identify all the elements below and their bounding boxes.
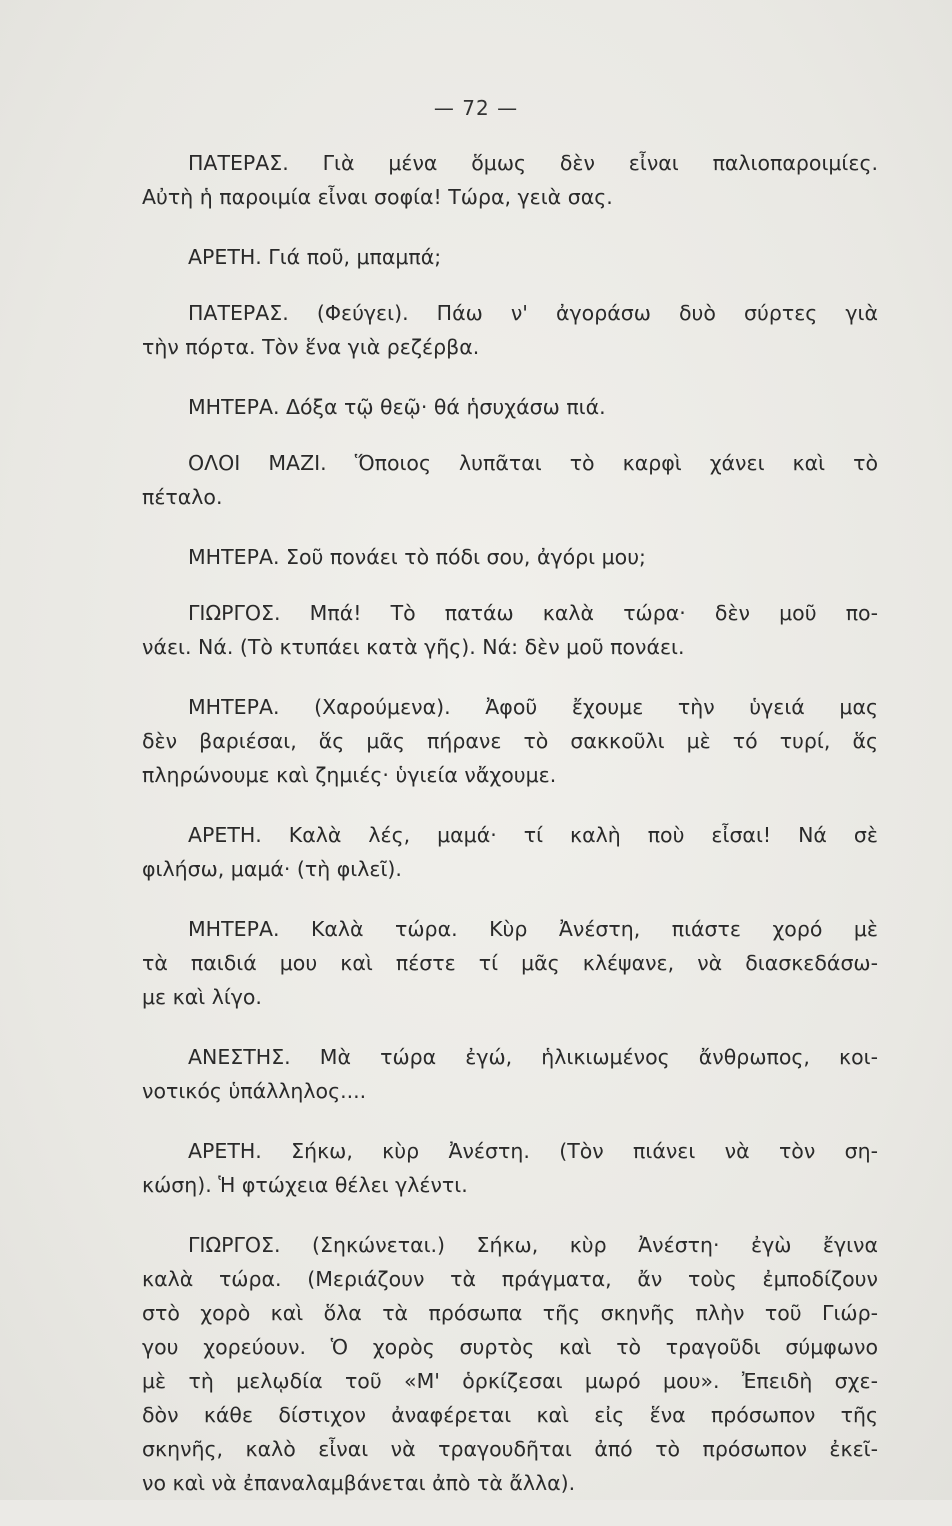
text-line: ΓΙΩΡΓΟΣ. Μπά! Τὸ πατάω καλὰ τώρα· δὲν μοῦ πο-: [188, 601, 878, 625]
text-line: γου χορεύουν. Ὁ χορὸς συρτὸς καὶ τὸ τραγοῦδι σύμφωνο: [142, 1335, 878, 1359]
paragraph-giorgos-1: [142, 596, 878, 664]
text-line: ΑΡΕΤΗ. Σήκω, κὺρ Ἀνέστη. (Τὸν πιάνει νὰ τὸν ση-: [188, 1139, 878, 1163]
page-number: — 72 —: [433, 96, 519, 120]
page-body: [142, 146, 878, 1526]
text-line: φιλήσω, μαμά· (τὴ φιλεῖ).: [142, 857, 402, 881]
text-line: μὲ τὴ μελῳδία τοῦ «Μ' ὁρκίζεσαι μωρό μου». Ἐπειδὴ σχε-: [142, 1369, 878, 1393]
paragraph-anestis: [142, 1040, 878, 1108]
paragraph-mitera-4: [142, 912, 878, 1014]
text-line: στὸ χορὸ καὶ ὅλα τὰ πρόσωπα τῆς σκηνῆς πλὴν τοῦ Γιώρ-: [142, 1301, 878, 1325]
text-line: ΠΑΤΕΡΑΣ. Γιὰ μένα ὅμως δὲν εἶναι παλιοπαροιμίες.: [188, 151, 878, 175]
text-line: τὴν πόρτα. Τὸν ἕνα γιὰ ρεζέρβα.: [142, 335, 480, 359]
text-line: πληρώνουμε καὶ ζημιές· ὑγιεία νἄχουμε.: [142, 763, 557, 787]
text-line: ΑΡΕΤΗ. Γιά ποῦ, μπαμπά;: [188, 245, 442, 269]
text-line: ΠΑΤΕΡΑΣ. (Φεύγει). Πάω ν' ἀγοράσω δυὸ σύρτες γιὰ: [188, 301, 878, 325]
text-line: νο καὶ νὰ ἐπαναλαμβάνεται ἀπὸ τὰ ἄλλα).: [142, 1471, 576, 1495]
text-line: ΟΛΟΙ ΜΑΖΙ. Ὅποιος λυπᾶται τὸ καρφὶ χάνει καὶ τὸ: [188, 451, 878, 475]
text-line: ΜΗΤΕΡΑ. (Χαρούμενα). Ἀφοῦ ἔχουμε τὴν ὑγειά μας: [188, 695, 878, 719]
paragraph-oloi-mazi: [142, 446, 878, 514]
text-line: ΑΝΕΣΤΗΣ. Μὰ τώρα ἐγώ, ἡλικιωμένος ἄνθρωπος, κοι-: [188, 1045, 878, 1069]
paragraph-mitera-2: [142, 540, 878, 574]
text-line: πέταλο.: [142, 485, 223, 509]
text-line: δὸν κάθε δίστιχον ἀναφέρεται καὶ εἰς ἕνα πρόσωπον τῆς: [142, 1403, 878, 1427]
text-line: σκηνῆς, καλὸ εἶναι νὰ τραγουδῆται ἀπό τὸ πρόσωπον ἐκεῖ-: [142, 1437, 878, 1461]
text-line: ΓΙΩΡΓΟΣ. (Σηκώνεται.) Σήκω, κὺρ Ἀνέστη· ἐγὼ ἔγινα: [188, 1233, 878, 1257]
text-line: καλὰ τώρα. (Μεριάζουν τὰ πράγματα, ἄν τοὺς ἐμποδίζουν: [142, 1267, 878, 1291]
text-line: ΜΗΤΕΡΑ. Καλὰ τώρα. Κὺρ Ἀνέστη, πιάστε χορό μὲ: [188, 917, 878, 941]
text-line: νάει. Νά. (Τὸ κτυπάει κατὰ γῆς). Νά: δὲν μοῦ πονάει.: [142, 635, 685, 659]
paragraph-giorgos-2: [142, 1228, 878, 1500]
text-line: νοτικός ὑπάλληλος....: [142, 1079, 367, 1103]
paragraph-mitera-1: [142, 390, 878, 424]
text-line: Αὐτὴ ἡ παροιμία εἶναι σοφία! Τώρα, γειὰ σας.: [142, 185, 613, 209]
paragraph-mitera-3: [142, 690, 878, 792]
text-line: με καὶ λίγο.: [142, 985, 262, 1009]
text-line: ΜΗΤΕΡΑ. Σοῦ πονάει τὸ πόδι σου, ἀγόρι μου;: [188, 545, 646, 569]
text-line: δὲν βαριέσαι, ἅς μᾶς πήρανε τὸ σακκοῦλι μὲ τό τυρί, ἅς: [142, 729, 878, 753]
paragraph-areti-3: [142, 1134, 878, 1202]
text-line: ΑΡΕΤΗ. Καλὰ λές, μαμά· τί καλὴ ποὺ εἶσαι! Νά σὲ: [188, 823, 878, 847]
text-line: τὰ παιδιά μου καὶ πέστε τί μᾶς κλέψανε, νὰ διασκεδάσω-: [142, 951, 878, 975]
paragraph-pateras-1: [142, 146, 878, 214]
text-line: κώση). Ἡ φτώχεια θέλει γλέντι.: [142, 1173, 468, 1197]
paragraph-areti-2: [142, 818, 878, 886]
paragraph-pateras-2: [142, 296, 878, 364]
text-line: ΜΗΤΕΡΑ. Δόξα τῷ θεῷ· θά ἡσυχάσω πιά.: [188, 395, 606, 419]
paragraph-areti-1: [142, 240, 878, 274]
